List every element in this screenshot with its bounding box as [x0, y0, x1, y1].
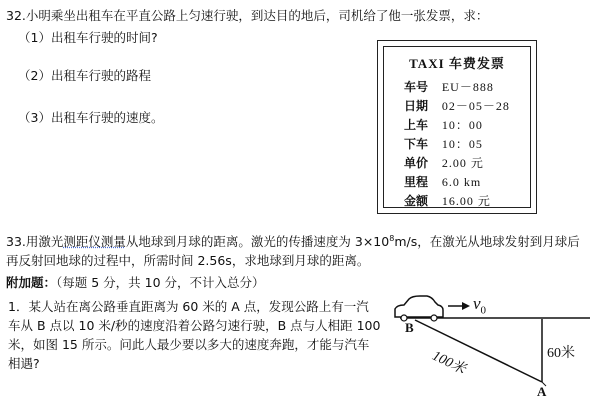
- arrowhead-icon: [462, 302, 470, 310]
- label-v-sub: 0: [480, 304, 487, 317]
- receipt-label: 上车: [404, 118, 429, 132]
- q33-line1-post: m/s，在激光从地球发射到月球后: [394, 234, 580, 249]
- label-b: B: [405, 320, 414, 335]
- receipt-value: 10：05: [441, 137, 483, 151]
- bonus-p1-line4: 相遇?: [8, 356, 40, 371]
- label-velocity: [473, 294, 486, 316]
- car-wheel-icon: [431, 315, 437, 321]
- receipt-value: 02－05－28: [441, 99, 510, 113]
- receipt-value: 10：00: [441, 118, 483, 132]
- q32-sub3: （3）出租车行驶的速度。: [18, 110, 164, 125]
- label-v: v: [473, 294, 481, 313]
- q33-line1-pre: 33.用激光: [6, 234, 64, 249]
- bonus-p1-line3: 米，如图 15 所示。问此人最少要以多大的速度奔跑，才能与汽车: [8, 337, 370, 352]
- bonus-title: 附加题：: [6, 275, 57, 290]
- receipt-value: 6.0 km: [441, 175, 482, 189]
- car-icon: [395, 296, 443, 317]
- label-100m: 100米: [429, 348, 468, 378]
- bonus-note: （每题 5 分，共 10 分，不计入总分）: [56, 275, 265, 290]
- receipt-label: 日期: [404, 99, 429, 113]
- receipt-label: 单价: [404, 156, 429, 170]
- bonus-p1-line2: 车从 B 点以 10 米/秒的速度沿着公路匀速行驶，B 点与人相距 100: [8, 318, 381, 333]
- q32-sub1: （1）出租车行驶的时间?: [18, 30, 158, 45]
- receipt-label: 下车: [404, 137, 429, 151]
- bonus-p1-line1: 1．某人站在离公路垂直距离为 60 米的 A 点，发现公路上有一汽: [8, 299, 369, 314]
- q33-line1-mid: 从地球到月球的距离。激光的传播速度为 3×10: [125, 234, 390, 249]
- q33-exponent: 8: [389, 233, 395, 243]
- receipt-title: TAXI 车费发票: [409, 56, 505, 71]
- label-60m: 60米: [547, 346, 575, 361]
- label-a: A: [537, 384, 547, 399]
- q33-dotted-term: 测距仪测量: [63, 234, 126, 249]
- q33-line2: 再反射回地球的过程中，所需时间 2.56s，求地球到月球的距离。: [6, 253, 370, 268]
- receipt-value: 2.00 元: [441, 156, 484, 170]
- receipt-label: 里程: [404, 175, 429, 189]
- q32-title: 32.小明乘坐出租车在平直公路上匀速行驶，到达目的地后，司机给了他一张发票，求：: [6, 8, 489, 23]
- receipt-label: 金额: [404, 194, 429, 208]
- receipt-label: 车号: [404, 80, 429, 94]
- q32-sub2: （2）出租车行驶的路程: [18, 68, 151, 83]
- receipt-value: EU－888: [441, 80, 494, 94]
- receipt-value: 16.00 元: [441, 194, 491, 208]
